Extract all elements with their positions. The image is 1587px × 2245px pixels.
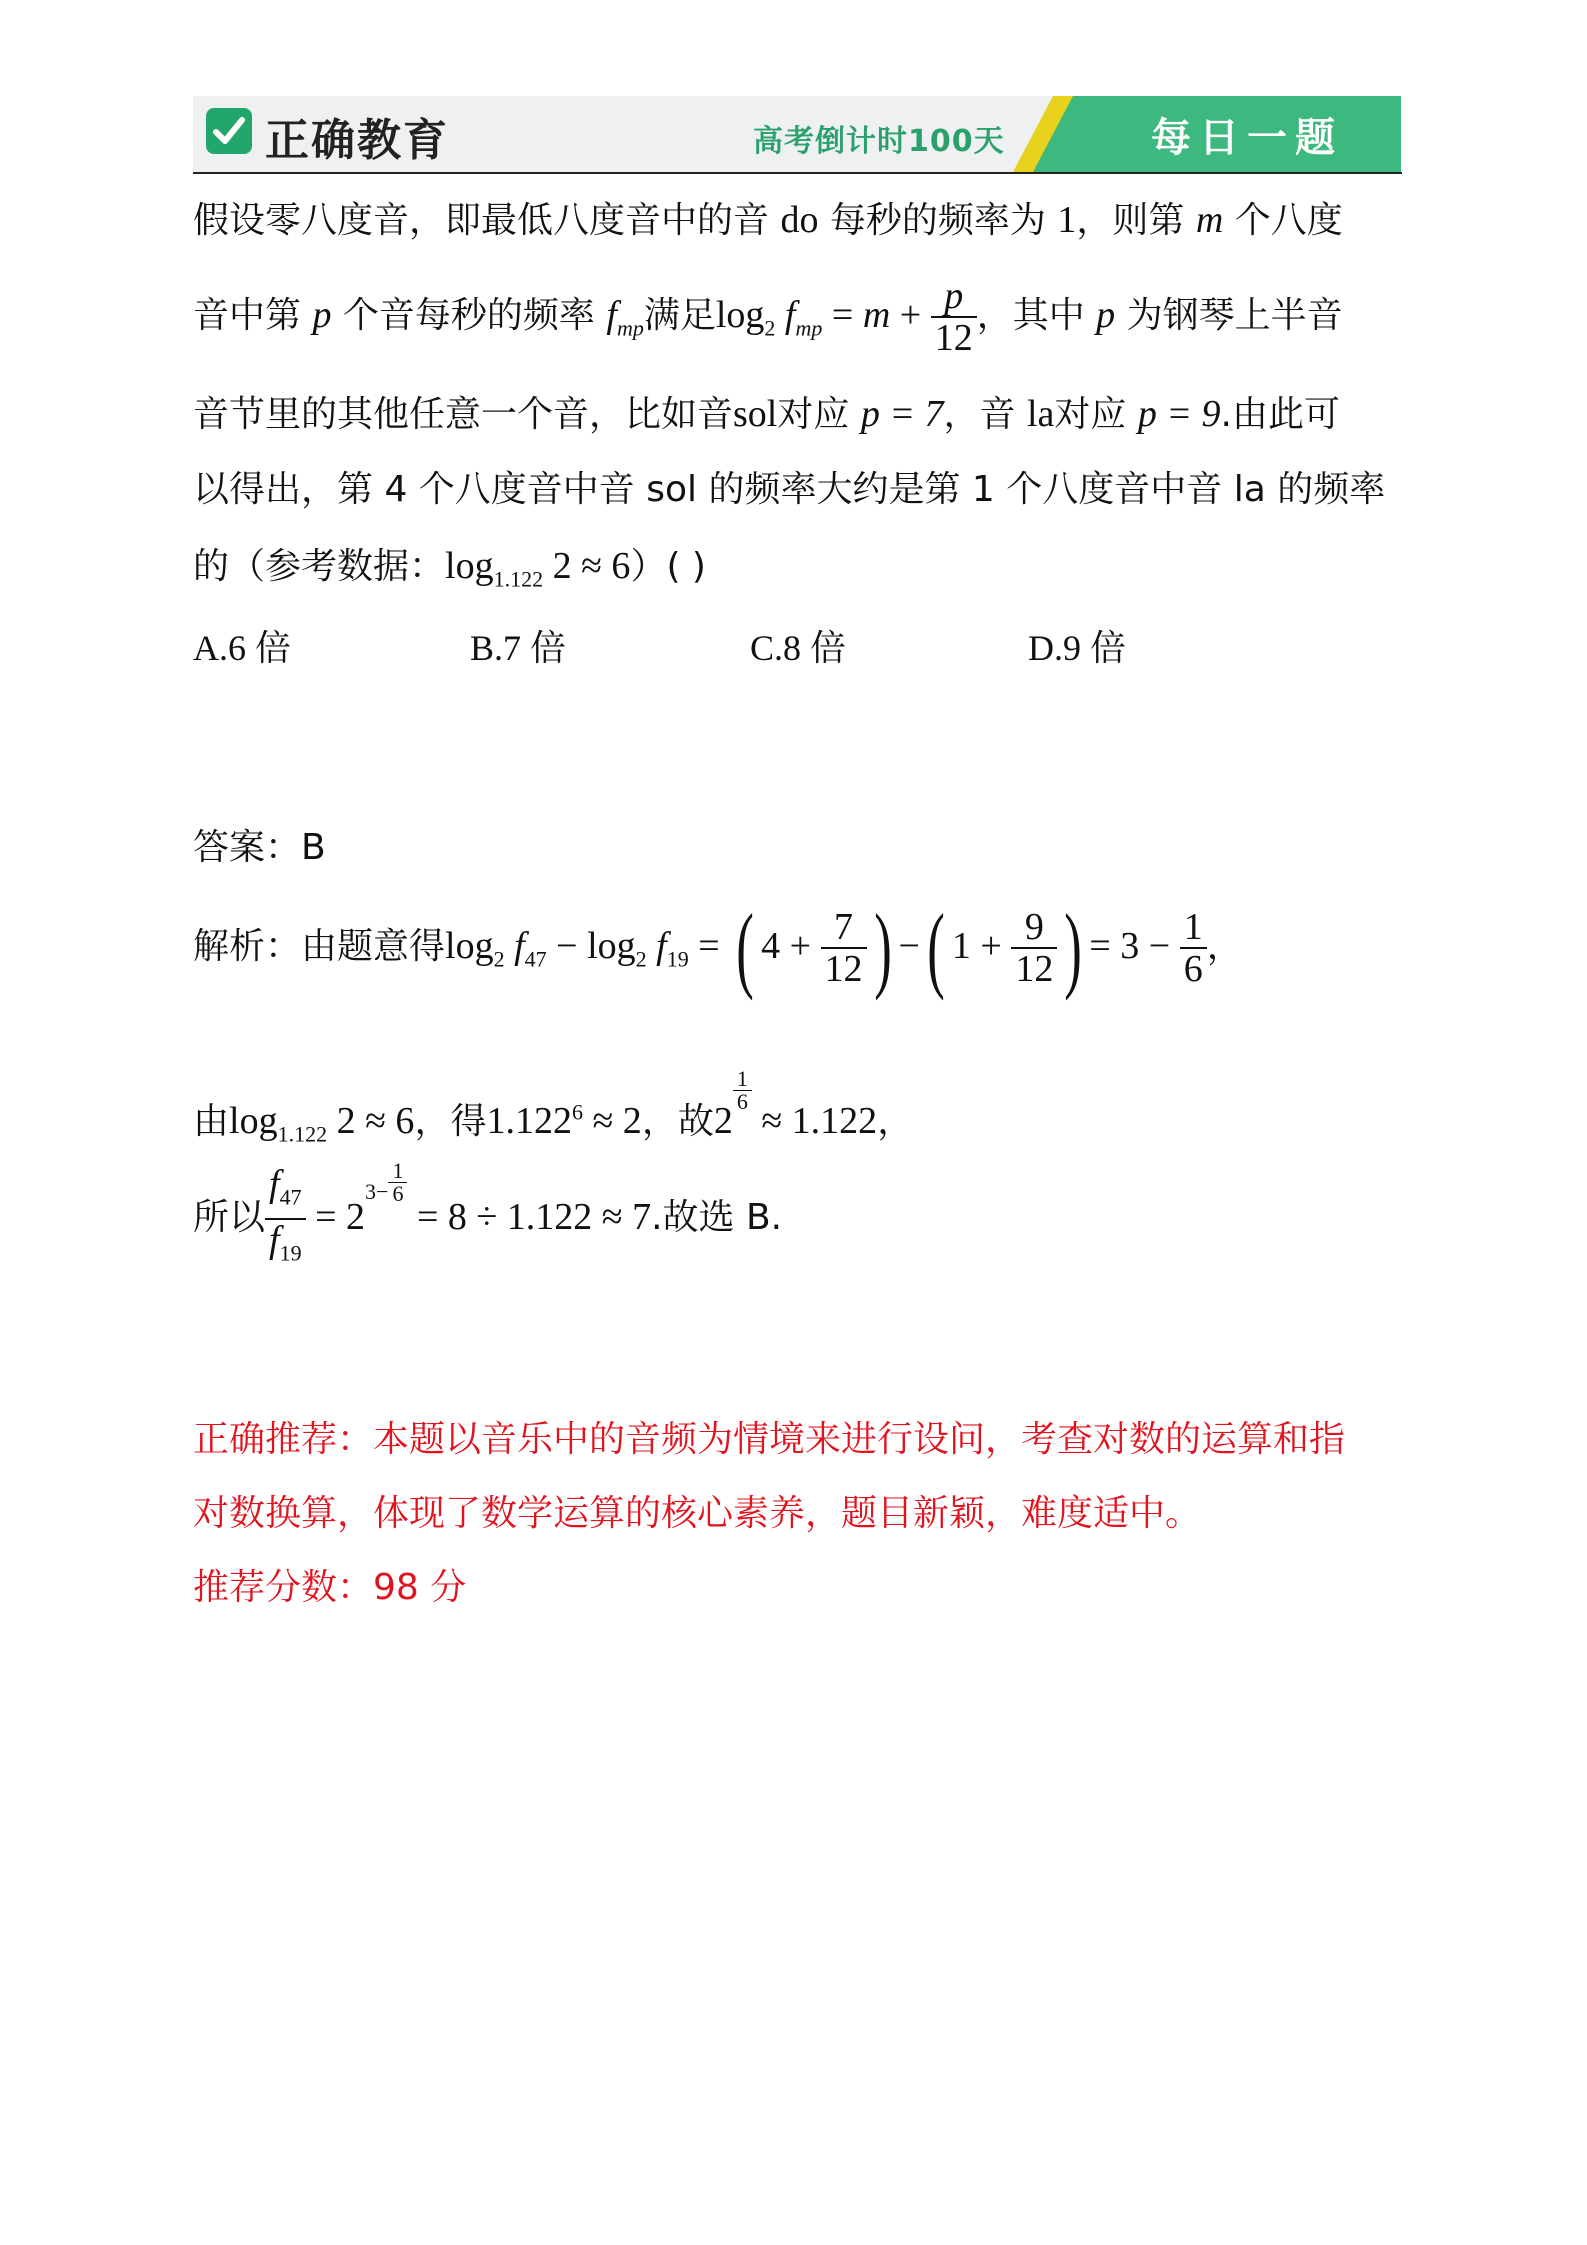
check-logo-icon [206,108,252,154]
analysis-line-1: 解析：由题意得$\log_2 f_{47} - \log_2 f_{19}$ = ( 4 + $\frac{7}{12}$ ) −( 1 + $\frac{9}{12}$ ) = 3 − $\frac{1}{6}$ ， [193,894,1243,1001]
option-d[interactable]: D.9 倍 [1028,628,1126,668]
recommend-score: 推荐分数：98 分 [193,1567,467,1608]
countdown-label: 高考倒计时100天 [753,124,1005,159]
fraction-p-12: $\frac{p}{12}$ [931,276,977,358]
question-line-1: 假设零八度音，即最低八度音中的音 do 每秒的频率为 1，则第 m 个八度 [193,199,1343,241]
formula-log-difference: $\log_2 f_{47} - \log_2 f_{19}$ = [445,925,730,972]
question-line-2: 音中第 p 个音每秒的频率 $f_{mp}$满足$\log_2 f_{mp} = m$ + $\frac{p}{12}$ ，其中 p 为钢琴上半音 [193,275,1343,359]
option-c[interactable]: C.8 倍 [750,628,847,668]
question-line-5: 的（参考数据：$\log_{1.122} 2 \approx 6$）( ) [193,545,706,592]
question-line-3: 音节里的其他任意一个音，比如音sol对应 p = 7，音 la对应 p = 9.由此可 [193,393,1340,435]
answer-label: 答案：B [193,827,326,868]
question-line-4: 以得出，第 4 个八度音中音 sol 的频率大约是第 1 个八度音中音 la 的频率 [193,469,1386,510]
recommend-line-1: 正确推荐：本题以音乐中的音频为情境来进行设问，考查对数的运算和指 [193,1419,1346,1460]
formula-fmp: $f_{mp}$ [606,294,644,341]
recommend-line-2: 对数换算，体现了数学运算的核心素养，题目新颖，难度适中。 [193,1493,1202,1534]
formula-log-fmp: $\log_2 f_{mp} = m$ + [715,294,931,341]
header-divider [193,172,1402,174]
header-banner [193,96,1401,172]
option-b[interactable]: B.7 倍 [470,628,567,668]
fraction-f47-f19: $\frac{f_{47}}{f_{19}}$ [265,1164,306,1273]
brand-name: 正确教育 [265,115,449,166]
daily-question-label: 每日一题 [1151,115,1343,161]
formula-reference-log: $\log_{1.122} 2 \approx 6$ [445,545,631,592]
analysis-line-3: 所以 $\frac{f_{47}}{f_{19}}$ = $2^{3-}$ $\frac{1}{6}$ = 8 ÷ 1.122 ≈ 7.故选 B. [193,1160,782,1274]
option-a[interactable]: A.6 倍 [193,628,291,668]
analysis-line-2: 由$\log_{1.122} 2 \approx 6$，得$1.122^6 \approx 2$，故2 $\frac{1}{6}$ ≈ 1.122， [193,1066,914,1147]
